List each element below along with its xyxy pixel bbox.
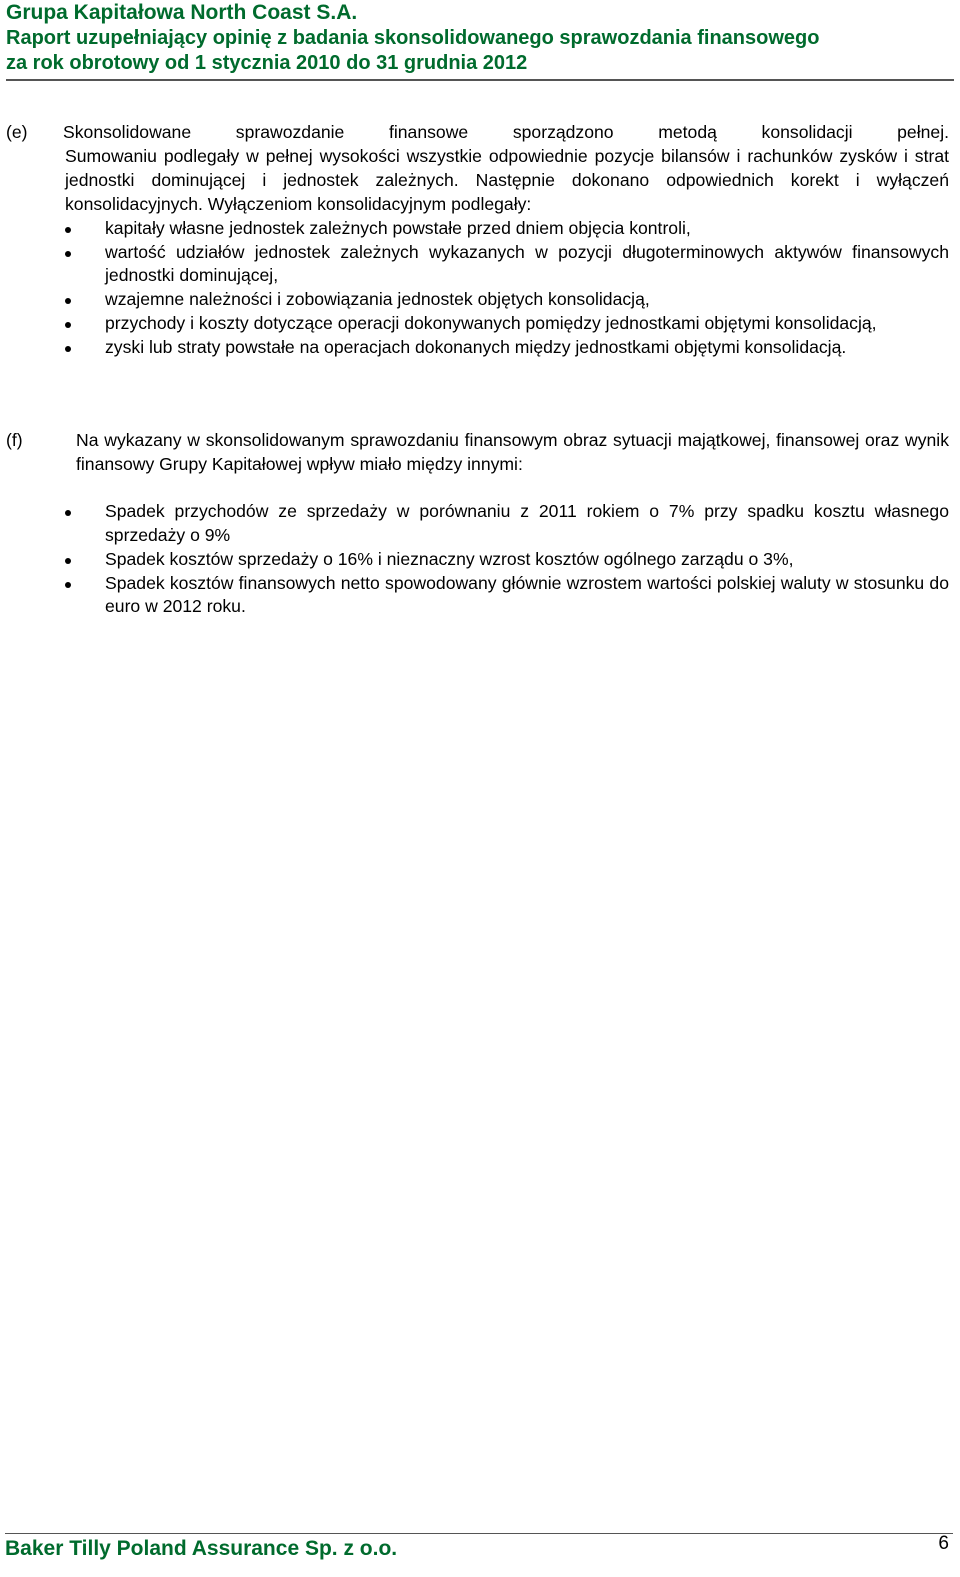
section-e-bullet-list (105, 217, 949, 360)
bullet-icon (65, 322, 71, 328)
list-item-text: Spadek przychodów ze sprzedaży w porównaniu z 2011 rokiem o 7% przy spadku kosztu własnego sprzedaży o 9% (105, 500, 949, 545)
list-item (105, 217, 949, 241)
section-e-body (63, 121, 949, 145)
header-company: Grupa Kapitałowa North Coast S.A. (6, 1, 358, 24)
header-report-title: Raport uzupełniający opinię z badania skonsolidowanego sprawozdania finansowego (6, 26, 820, 49)
section-e-label: (e) (6, 122, 28, 142)
section-f-paragraph: Na wykazany w skonsolidowanym sprawozdaniu finansowym obraz sytuacji majątkowej, finansowej oraz wynik finansowy Grupy Kapitałowej wpływ miało między innymi: (76, 430, 949, 474)
bullet-icon (65, 346, 71, 352)
list-item (105, 288, 949, 312)
bullet-icon (65, 251, 71, 257)
section-f-bullet-list (105, 500, 949, 620)
list-item-text: wzajemne należności i zobowiązania jednostek objętych konsolidacją, (105, 289, 650, 310)
list-item-text: Spadek kosztów finansowych netto spowodowany głównie wzrostem wartości polskiej waluty w stosunku do euro w 2012 roku. (105, 572, 949, 617)
page-header (6, 0, 954, 81)
list-item-text: przychody i koszty dotyczące operacji dokonywanych pomiędzy jednostkami objętymi konsolidacją, (105, 313, 877, 334)
list-item-text: wartość udziałów jednostek zależnych wykazanych w pozycji długoterminowych aktywów finansowych jednostki dominującej, (105, 241, 949, 286)
list-item (105, 241, 949, 289)
page-number: 6 (938, 1533, 949, 1554)
bullet-icon (65, 510, 71, 516)
list-item (105, 336, 949, 360)
bullet-icon (65, 558, 71, 564)
header-period: za rok obrotowy od 1 stycznia 2010 do 31 grudnia 2012 (6, 52, 528, 74)
list-item (105, 312, 949, 336)
list-item (105, 572, 949, 620)
list-item-text: Spadek kosztów sprzedaży o 16% i nieznaczny wzrost kosztów ogólnego zarządu o 3%, (105, 548, 794, 569)
section-e-paragraph: Sumowaniu podlegały w pełnej wysokości wszystkie odpowiednie pozycje bilansów i rachunków zysków i strat jednostki dominującej i jednostek zależnych. Następnie dokonano odpowiednich korekt i wyłączeń konsolidacyjnych. Wyłączeniom konsolidacyjnym podlegały: (65, 145, 949, 214)
bullet-icon (65, 582, 71, 588)
bullet-icon (65, 298, 71, 304)
page-footer (5, 1533, 953, 1562)
section-f-label: (f) (6, 430, 23, 450)
section-e-first-line: Skonsolidowane sprawozdanie finansowe sporządzono metodą konsolidacji pełnej. (63, 122, 949, 142)
section-f (6, 429, 949, 619)
footer-company: Baker Tilly Poland Assurance Sp. z o.o. (5, 1537, 398, 1560)
list-item (105, 548, 949, 572)
section-e (6, 121, 949, 360)
bullet-icon (65, 227, 71, 233)
list-item-text: zyski lub straty powstałe na operacjach dokonanych między jednostkami objętymi konsolidacją. (105, 337, 847, 358)
list-item (105, 500, 949, 548)
list-item-text: kapitały własne jednostek zależnych powstałe przed dniem objęcia kontroli, (105, 217, 691, 238)
section-f-paragraph-wrap (76, 429, 949, 477)
section-e-paragraph-wrap (65, 145, 949, 217)
